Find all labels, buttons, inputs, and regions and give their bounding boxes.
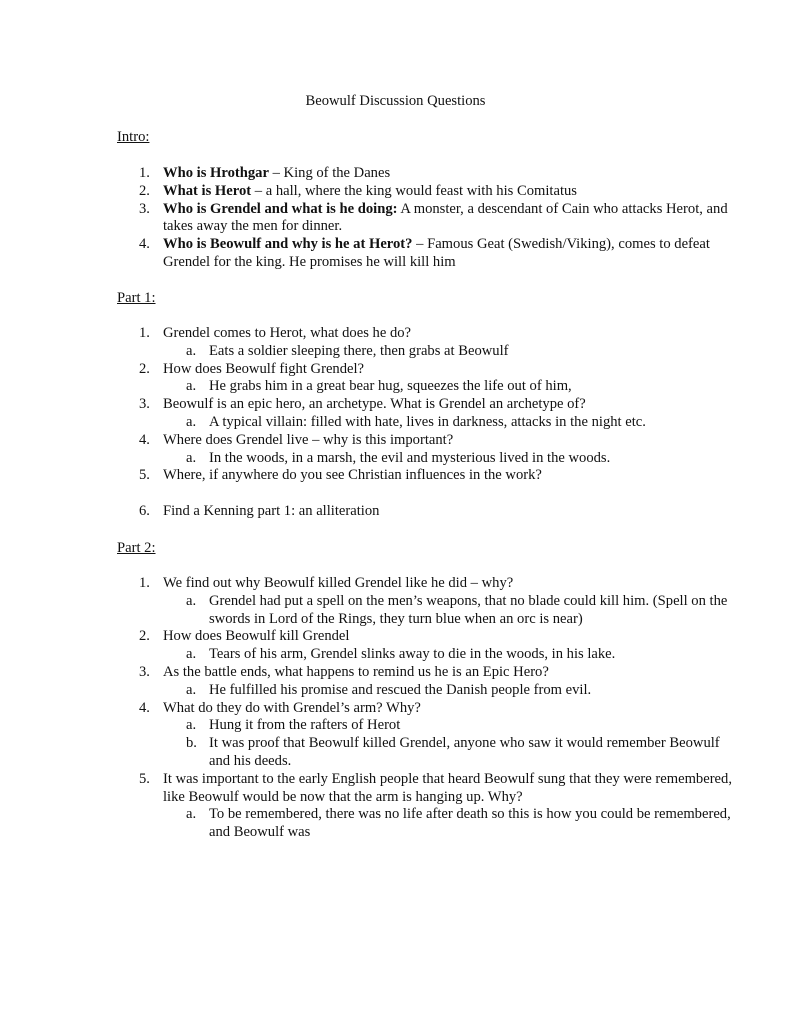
answer-letter: a. <box>186 449 197 466</box>
item-number: 5. <box>139 467 150 484</box>
answer-text: Grendel had put a spell on the men’s weapons, that no blade could kill him. (Spell on the swords in Lord of the Rings, they turn blue when an orc is near) <box>209 592 728 627</box>
answer-text: – Famous Geat (Swedish/Viking), comes to defeat Grendel for the king. He promises he will kill him <box>163 236 710 270</box>
answer-list <box>163 450 733 468</box>
question-text: Grendel comes to Herot, what does he do? <box>163 325 412 341</box>
answer-list <box>163 646 733 664</box>
list-item <box>139 575 733 628</box>
answer-list <box>163 414 733 432</box>
answer-text: Hung it from the rafters of Herot <box>209 717 401 734</box>
answer-item <box>186 717 733 735</box>
part-1-question-list <box>117 325 733 521</box>
question-text: What do they do with Grendel’s arm? Why? <box>163 699 421 716</box>
answer-text: To be remembered, there was no life after death so this is how you could be remembered, and Beowulf was <box>209 806 731 841</box>
answer-text: Eats a soldier sleeping there, then grabs at Beowulf <box>209 342 509 359</box>
answer-item <box>186 735 733 771</box>
list-item <box>139 236 733 272</box>
item-number: 5. <box>139 770 150 787</box>
list-item <box>139 628 733 664</box>
question-bold: Who is Hrothgar <box>163 165 269 181</box>
list-item <box>139 325 733 361</box>
answer-text: – King of the Danes <box>268 165 391 181</box>
list-item <box>139 431 733 468</box>
question-text: Where does Grendel live – why is this important? <box>163 431 454 448</box>
answer-list <box>163 806 733 842</box>
question-text: It was important to the early English people that heard Beowulf sung that they were remembered, like Beowulf would be now that the arm is hanging up. Why? <box>163 770 732 805</box>
section-heading-intro: Intro: <box>117 129 150 145</box>
intro-question-list <box>117 165 733 272</box>
answer-letter: a. <box>186 717 197 734</box>
answer-text: Tears of his arm, Grendel slinks away to die in the woods, in his lake. <box>209 646 616 663</box>
question-text: Where, if anywhere do you see Christian influences in the work? <box>163 467 542 484</box>
page-title: Beowulf Discussion Questions <box>305 93 486 109</box>
item-number: 1. <box>139 325 150 341</box>
list-item <box>139 663 733 700</box>
answer-text: In the woods, in a marsh, the evil and mysterious lived in the woods. <box>209 449 611 466</box>
answer-text: A typical villain: filled with hate, lives in darkness, attacks in the night etc. <box>209 413 646 430</box>
answer-text: – a hall, where the king would feast with his Comitatus <box>251 182 577 199</box>
question-bold: Who is Beowulf and why is he at Herot? <box>163 236 413 253</box>
answer-letter: a. <box>186 592 197 609</box>
answer-text: He grabs him in a great bear hug, squeezes the life out of him, <box>209 378 572 395</box>
answer-item <box>186 413 733 432</box>
section-heading-part-2: Part 2: <box>117 540 156 556</box>
list-item <box>139 770 733 842</box>
item-number: 4. <box>139 431 150 448</box>
answer-letter: a. <box>186 413 197 430</box>
list-item <box>139 467 733 485</box>
answer-item <box>186 681 733 700</box>
item-number: 3. <box>139 663 150 680</box>
question-text: Beowulf is an epic hero, an archetype. What is Grendel an archetype of? <box>163 396 586 413</box>
question-text: How does Beowulf kill Grendel <box>163 628 350 645</box>
item-number: 2. <box>139 360 150 377</box>
answer-letter: a. <box>186 378 197 395</box>
question-text: Find a Kenning part 1: an alliteration <box>163 502 380 519</box>
answer-list <box>163 593 733 629</box>
answer-letter: a. <box>186 646 197 663</box>
list-item <box>139 360 733 397</box>
list-item <box>139 165 733 183</box>
answer-text: It was proof that Beowulf killed Grendel, anyone who saw it would remember Beowulf and his deeds. <box>209 735 720 769</box>
question-bold: Who is Grendel and what is he doing: <box>163 200 398 217</box>
answer-letter: a. <box>186 681 197 698</box>
answer-item <box>186 342 733 361</box>
list-item <box>139 396 733 432</box>
answer-letter: a. <box>186 342 197 359</box>
item-number: 4. <box>139 236 150 253</box>
answer-list <box>163 378 733 396</box>
item-number: 2. <box>139 628 150 645</box>
question-bold: What is Herot <box>163 182 252 199</box>
list-item <box>139 200 733 237</box>
answer-list <box>163 682 733 700</box>
question-text: As the battle ends, what happens to remind us he is an Epic Hero? <box>163 663 549 680</box>
answer-letter: b. <box>186 735 197 752</box>
answer-item <box>186 378 733 396</box>
item-number: 4. <box>139 699 150 716</box>
answer-text: He fulfilled his promise and rescued the Danish people from evil. <box>209 681 592 698</box>
list-item <box>139 699 733 771</box>
question-text: How does Beowulf fight Grendel? <box>163 360 365 377</box>
question-text: We find out why Beowulf killed Grendel like he did – why? <box>163 575 514 591</box>
item-number: 6. <box>139 502 150 519</box>
item-number: 1. <box>139 165 150 181</box>
answer-item <box>186 646 733 664</box>
section-heading-part-1: Part 1: <box>117 290 156 306</box>
answer-letter: a. <box>186 806 197 823</box>
list-item <box>139 502 733 521</box>
answer-list <box>163 717 733 770</box>
part-2-question-list <box>117 575 733 842</box>
answer-item <box>186 806 733 842</box>
answer-list <box>163 343 733 361</box>
item-number: 2. <box>139 182 150 199</box>
item-number: 3. <box>139 396 150 413</box>
answer-text: A monster, a descendant of Cain who attacks Herot, and takes away the men for dinner. <box>163 200 728 235</box>
item-number: 1. <box>139 575 150 591</box>
item-number: 3. <box>139 200 150 217</box>
list-item <box>139 182 733 201</box>
answer-item <box>186 449 733 468</box>
answer-item <box>186 592 733 629</box>
